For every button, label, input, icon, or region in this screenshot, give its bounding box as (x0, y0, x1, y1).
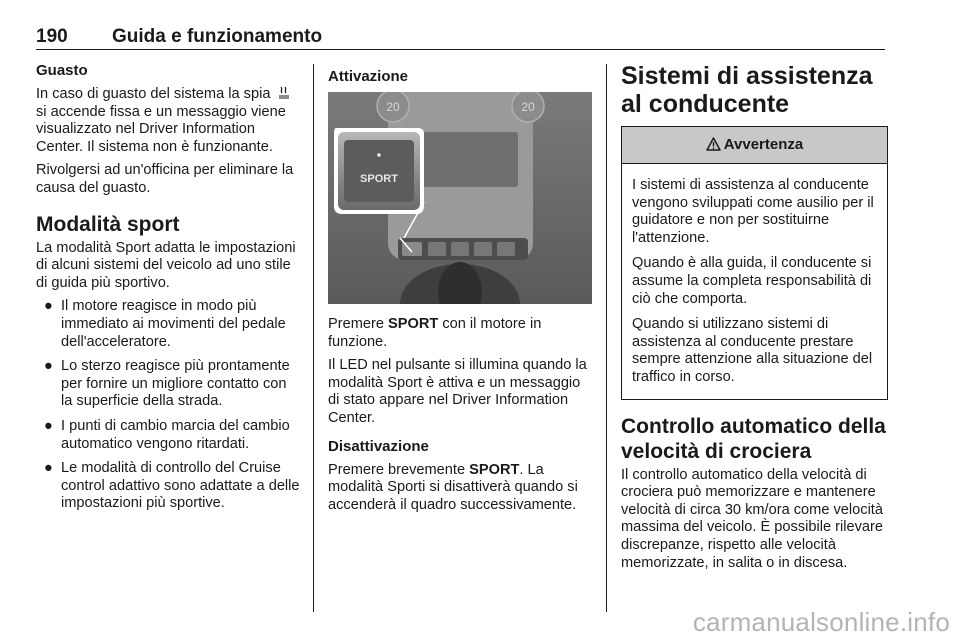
paragraph: Il controllo automatico della velocità di crociera può memorizzare e mantenere velocità di circa 30 km/ora come velocità massima del veicolo. È possibile rilevare discrepanze, rispetto alle velocità memorizzate, in salita o in discesa. (621, 466, 883, 571)
text-span: Premere brevemente (328, 461, 470, 478)
svg-text:20: 20 (386, 100, 400, 114)
figure-button-label: SPORT (360, 173, 398, 185)
bullet-icon: ● (44, 358, 53, 375)
sport-mode-warning-icon (278, 86, 290, 98)
bullet-icon: ● (44, 417, 53, 434)
paragraph: La modalità Sport adatta le impostazioni di alcuni sistemi del veicolo ad uno stile di guida più sportivo. (36, 239, 296, 291)
list-item (36, 298, 300, 351)
svg-text:20: 20 (521, 100, 535, 114)
warning-title: Avvertenza (723, 136, 804, 153)
sport-button-photo (328, 92, 592, 304)
paragraph: Quando è alla guida, il conducente si assume la completa responsabilità di ciò che comporta. (632, 255, 872, 307)
paragraph (328, 316, 592, 351)
column-divider (606, 64, 607, 612)
paragraph: Rivolgersi ad un'officina per eliminare la causa del guasto. (36, 162, 294, 196)
text-span: si accende fissa e un messaggio viene visualizzato nel Driver Information Center. Il sistema non è funzionante. (36, 103, 286, 155)
paragraph: Il LED nel pulsante si illumina quando la modalità Sport è attiva e un messaggio di stato appare nel Driver Information Center. (328, 357, 587, 426)
warning-body (622, 164, 887, 399)
list-item-text: Le modalità di controllo del Cruise control adattivo sono adattate a delle impostazioni più sportive. (61, 460, 300, 512)
section-heading-guasto: Guasto (36, 62, 88, 79)
section-heading-attivazione: Attivazione (328, 68, 409, 85)
text-span: . La modalità Sporti si disattiverà quando si accenderà il quadro successivamente. (328, 461, 578, 513)
column-divider (313, 64, 314, 612)
list-item (36, 358, 300, 411)
paragraph (328, 462, 592, 515)
text-span: Premere (328, 316, 389, 332)
bullet-icon: ● (44, 298, 53, 315)
bullet-list (36, 298, 300, 513)
section-heading-modalita-sport: Modalità sport (36, 212, 180, 236)
column-3 (621, 62, 888, 578)
list-item-text: Il motore reagisce in modo più immediato ai movimenti del pedale dell'acceleratore. (61, 298, 286, 350)
sport-key-label: SPORT (469, 461, 520, 478)
bullet-icon: ● (44, 460, 53, 477)
warning-box (621, 126, 888, 400)
column-2 (328, 62, 592, 520)
sport-key-label: SPORT (388, 316, 439, 332)
list-item-text: I punti di cambio marcia del cambio automatico vengono ritardati. (61, 417, 290, 452)
watermark: carmanualsonline.info (692, 607, 950, 637)
paragraph: Quando si utilizzano sistemi di assistenza al conducente prestare sempre attenzione alla situazione del traffico in corso. (632, 316, 873, 385)
warning-triangle-icon (706, 129, 721, 165)
list-item-text: Lo sterzo reagisce più prontamente per fornire un migliore contatto con la superficie della strada. (61, 358, 290, 410)
running-title: Guida e funzionamento (112, 26, 323, 47)
warning-header (622, 127, 887, 164)
text-span: con il motore in funzione. (328, 316, 542, 350)
list-item (36, 418, 300, 453)
page-header (36, 22, 885, 52)
header-rule (36, 49, 885, 50)
paragraph: I sistemi di assistenza al conducente vengono sviluppati come ausilio per il guidatore e non per sostituirne l'attenzione. (632, 177, 874, 246)
column-1 (36, 62, 300, 520)
page-number: 190 (36, 26, 68, 47)
section-heading-disattivazione: Disattivazione (328, 437, 429, 455)
section-heading-sistemi-assistenza: Sistemi di assistenza al conducente (621, 62, 873, 118)
section-heading-cruise-control: Controllo automatico della velocità di crociera (621, 414, 886, 463)
text-span: In caso di guasto del sistema la spia (36, 86, 271, 102)
paragraph (36, 86, 300, 156)
list-item (36, 460, 300, 513)
